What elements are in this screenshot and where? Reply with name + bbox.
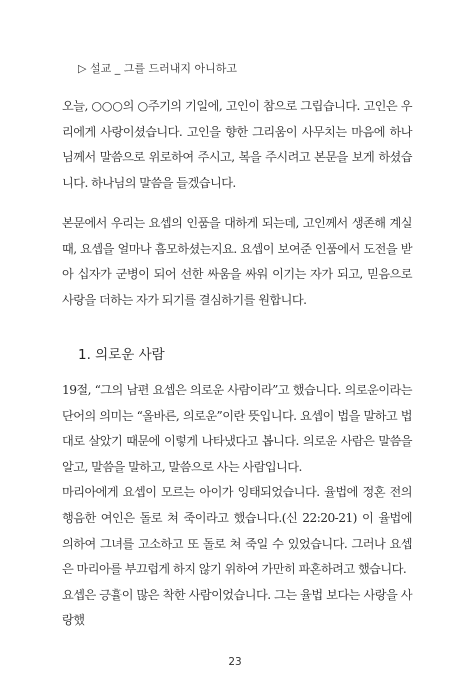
summary-block <box>62 211 412 313</box>
section-heading: 1. 의로운 사람 <box>78 347 165 363</box>
section1-block <box>62 378 412 634</box>
page-number: 23 <box>228 656 242 668</box>
section1-paragraph-3: 요셉은 긍휼이 많은 착한 사람이었습니다. 그는 율법 보다는 사랑을 사랑했 <box>62 587 412 628</box>
section1-paragraph-1: 19절, “그의 남편 요셉은 의로운 사람이라”고 했습니다. 의로운이라는 단어의 의미는 “올바른, 의로운”이란 뜻입니다. 요셉이 법을 말하고 법대로 살았기 때문에 이렇게 나타냈다고 봅니다. 의로운 사람은 말씀을 알고, 말씀을 말하고, 말씀으로 사는 사람입니다. <box>62 383 412 474</box>
summary-paragraph: 본문에서 우리는 요셉의 인품을 대하게 되는데, 고인께서 생존해 계실 때, 요셉을 얼마나 흠모하셨는지요. 요셉이 보여준 인품에서 도전을 받아 십자가 군병이 되어 선한 싸움을 싸워 이기는 자가 되고, 믿음으로 사랑을 더하는 자가 되기를 결심하기를 원합니다. <box>62 216 412 307</box>
intro-paragraph: 오늘, ○○○의 ○주기의 기일에, 고인이 참으로 그립습니다. 고인은 우리에게 사랑이셨습니다. 고인을 향한 그리움이 사무치는 마음에 하나님께서 말씀으로 위로하여 주시고, 복을 주시려고 본문을 보게 하셨습니다. 하나님의 말씀을 들겠습니다. <box>62 99 412 190</box>
section1-paragraph-2: 마리아에게 요셉이 모르는 아이가 잉태되었습니다. 율법에 정혼 전의 행음한 여인은 돌로 쳐 죽이라고 했습니다.(신 22:20-21) 이 율법에 의하여 그녀를 고소하고 또 돌로 쳐 죽일 수 있었습니다. 그러나 요셉은 마리아를 부끄럽게 하지 않기 위하여 가만히 파혼하려고 했습니다. <box>62 485 412 577</box>
running-header: ▷ 설교 _ 그를 드러내지 아니하고 <box>78 62 237 75</box>
intro-block <box>62 94 412 196</box>
